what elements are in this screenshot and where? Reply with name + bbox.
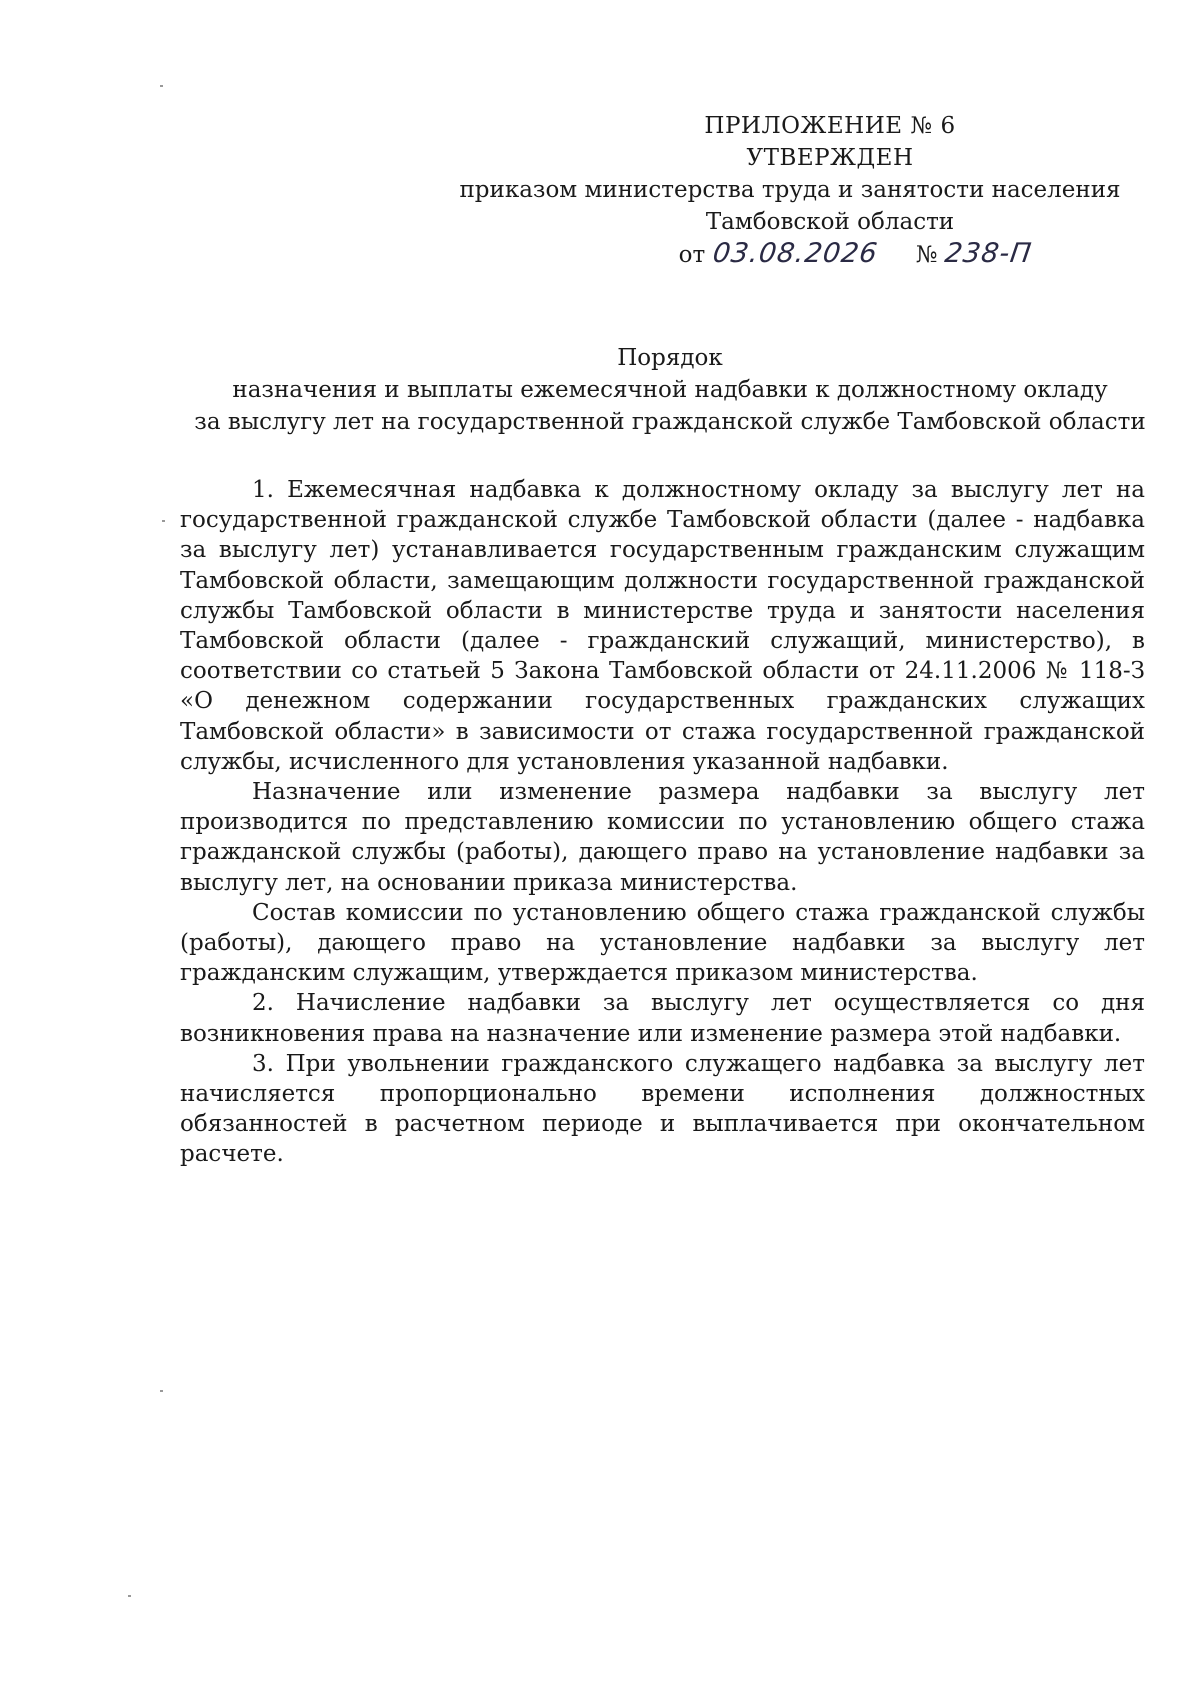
paragraph-5: 3. При увольнении гражданского служащего надбавка за выслугу лет начисляется пропорционально времени исполнения должностных обязанностей в расчетном периоде и выплачивается при окончательном расчете. xyxy=(180,1050,1145,1168)
approved-heading: УТВЕРЖДЕН xyxy=(746,145,914,171)
approval-date-line xyxy=(540,238,1170,271)
scan-artifact xyxy=(160,85,163,87)
scan-artifact xyxy=(162,520,165,522)
document-title xyxy=(130,342,1200,438)
handwritten-date: 03.08.2026 xyxy=(710,238,880,269)
approval-order-issuer: приказом министерства труда и занятости населения xyxy=(459,177,1121,203)
handwritten-order-number: 238-П xyxy=(942,238,1034,269)
scan-artifact xyxy=(128,1595,131,1597)
document-body xyxy=(180,475,1145,1170)
approval-block xyxy=(459,110,1170,271)
title-line-1: Порядок xyxy=(617,345,723,371)
paragraph-4: 2. Начисление надбавки за выслугу лет осуществляется со дня возникновения права на назначение или изменение размера этой надбавки. xyxy=(180,990,1145,1047)
paragraph-1: 1. Ежемесячная надбавка к должностному окладу за выслугу лет на государственной гражданской службе Тамбовской области (далее - надбавка за выслугу лет) устанавливается государственным гражданским служащим Тамбовской области, замещающим должности государственной гражданской службы Тамбовской области в министерстве труда и занятости населения Тамбовской области (далее - гражданский служащий, министерство), в соответствии со статьей 5 Закона Тамбовской области от 24.11.2006 № 118-З «О денежном содержании государственных гражданских служащих Тамбовской области» в зависимости от стажа государственной гражданской службы, исчисленного для установления указанной надбавки. xyxy=(180,477,1145,775)
number-prefix: № xyxy=(915,242,938,268)
title-line-3: за выслугу лет на государственной гражданской службе Тамбовской области xyxy=(194,409,1146,435)
date-prefix: от xyxy=(678,242,706,268)
appendix-number: ПРИЛОЖЕНИЕ № 6 xyxy=(704,113,956,139)
scan-artifact xyxy=(160,1390,163,1392)
approval-region: Тамбовской области xyxy=(705,209,955,235)
title-line-2: назначения и выплаты ежемесячной надбавки к должностному окладу xyxy=(232,377,1108,403)
paragraph-3: Состав комиссии по установлению общего стажа гражданской службы (работы), дающего право на установление надбавки за выслугу лет гражданским служащим, утверждается приказом министерства. xyxy=(180,899,1145,987)
paragraph-2: Назначение или изменение размера надбавки за выслугу лет производится по представлению комиссии по установлению общего стажа гражданской службы (работы), дающего право на установление надбавки за выслугу лет, на основании приказа министерства. xyxy=(180,779,1145,896)
